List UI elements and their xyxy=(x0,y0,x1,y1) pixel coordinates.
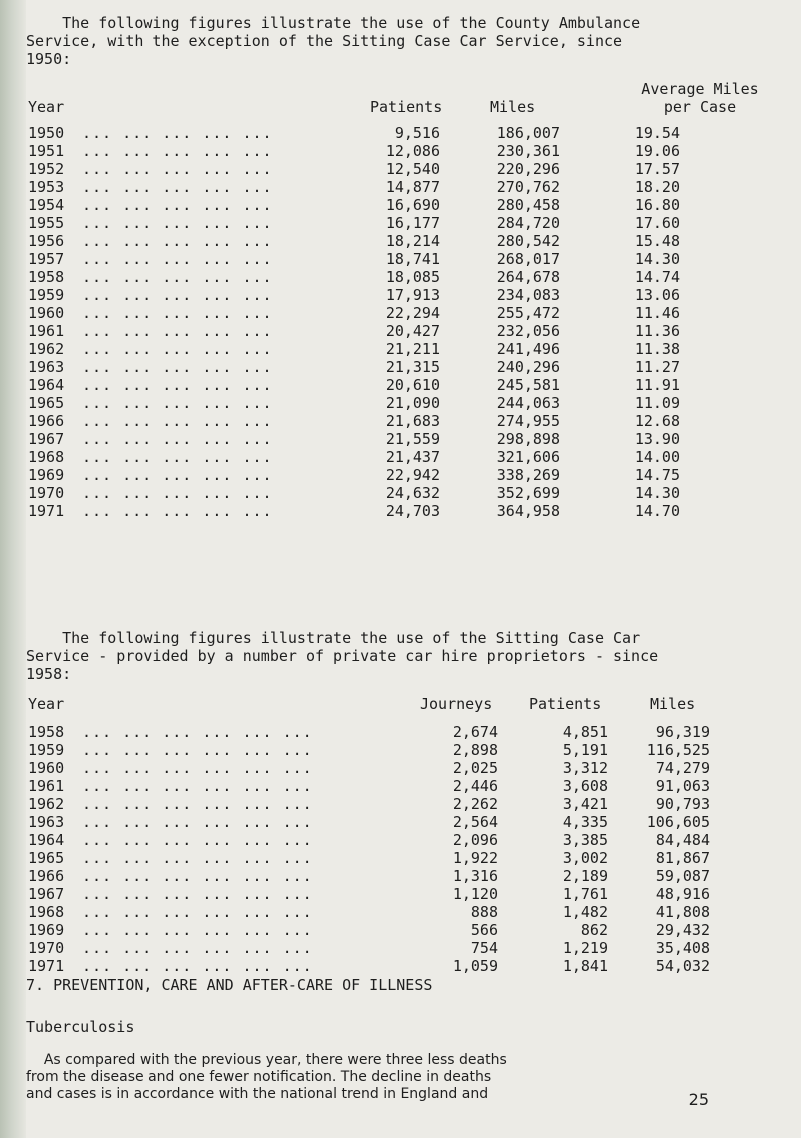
leader-dots: ... ... ... ... ... xyxy=(82,430,273,448)
header2-patients: Patients xyxy=(529,695,602,713)
journeys-cell: 2,898 xyxy=(452,741,498,759)
miles-cell: 244,063 xyxy=(496,394,560,412)
leader-dots: ... ... ... ... ... ... xyxy=(82,777,313,795)
year-cell: 1968 xyxy=(28,448,65,466)
header-average-line2: per Case xyxy=(663,98,737,116)
table-row xyxy=(0,759,801,777)
miles-cell: 74,279 xyxy=(655,759,710,777)
miles-cell: 41,808 xyxy=(655,903,710,921)
table-row xyxy=(0,777,801,795)
table-row xyxy=(0,502,801,520)
patients-cell: 1,761 xyxy=(562,885,608,903)
leader-dots: ... ... ... ... ... xyxy=(82,250,273,268)
leader-dots: ... ... ... ... ... xyxy=(82,304,273,322)
miles-cell: 84,484 xyxy=(655,831,710,849)
miles-cell: 90,793 xyxy=(655,795,710,813)
miles-cell: 241,496 xyxy=(496,340,560,358)
patients-cell: 4,851 xyxy=(562,723,608,741)
patients-cell: 21,090 xyxy=(385,394,440,412)
miles-cell: 245,581 xyxy=(496,376,560,394)
table-row xyxy=(0,831,801,849)
year-cell: 1954 xyxy=(28,196,65,214)
leader-dots: ... ... ... ... ... xyxy=(82,124,273,142)
year-cell: 1964 xyxy=(28,831,65,849)
avg-cell: 14.74 xyxy=(634,268,680,286)
year-cell: 1962 xyxy=(28,340,65,358)
journeys-cell: 2,446 xyxy=(452,777,498,795)
miles-cell: 268,017 xyxy=(496,250,560,268)
patients-cell: 5,191 xyxy=(562,741,608,759)
year-cell: 1959 xyxy=(28,286,65,304)
table-row xyxy=(0,358,801,376)
table-row xyxy=(0,849,801,867)
patients-cell: 22,942 xyxy=(385,466,440,484)
journeys-cell: 2,025 xyxy=(452,759,498,777)
leader-dots: ... ... ... ... ... xyxy=(82,196,273,214)
table-row xyxy=(0,484,801,502)
leader-dots: ... ... ... ... ... xyxy=(82,502,273,520)
avg-cell: 14.00 xyxy=(634,448,680,466)
leader-dots: ... ... ... ... ... xyxy=(82,340,273,358)
patients-cell: 21,315 xyxy=(385,358,440,376)
journeys-cell: 2,674 xyxy=(452,723,498,741)
table-row xyxy=(0,412,801,430)
table-row xyxy=(0,957,801,975)
leader-dots: ... ... ... ... ... xyxy=(82,214,273,232)
avg-cell: 15.48 xyxy=(634,232,680,250)
year-cell: 1964 xyxy=(28,376,65,394)
patients-cell: 21,211 xyxy=(385,340,440,358)
miles-cell: 274,955 xyxy=(496,412,560,430)
year-cell: 1960 xyxy=(28,304,65,322)
header2-miles: Miles xyxy=(650,695,696,713)
leader-dots: ... ... ... ... ... xyxy=(82,178,273,196)
avg-cell: 14.30 xyxy=(634,250,680,268)
year-cell: 1967 xyxy=(28,430,65,448)
patients-cell: 21,437 xyxy=(385,448,440,466)
year-cell: 1967 xyxy=(28,885,65,903)
journeys-cell: 1,059 xyxy=(452,957,498,975)
miles-cell: 81,867 xyxy=(655,849,710,867)
avg-cell: 19.54 xyxy=(634,124,680,142)
year-cell: 1963 xyxy=(28,358,65,376)
table-row xyxy=(0,196,801,214)
table-row xyxy=(0,466,801,484)
table-row xyxy=(0,250,801,268)
miles-cell: 270,762 xyxy=(496,178,560,196)
year-cell: 1960 xyxy=(28,759,65,777)
page-number: 25 xyxy=(688,1090,709,1109)
table-row xyxy=(0,376,801,394)
leader-dots: ... ... ... ... ... ... xyxy=(82,795,313,813)
year-cell: 1958 xyxy=(28,723,65,741)
patients-cell: 14,877 xyxy=(385,178,440,196)
journeys-cell: 566 xyxy=(470,921,498,939)
journeys-cell: 2,096 xyxy=(452,831,498,849)
table-row xyxy=(0,723,801,741)
miles-cell: 264,678 xyxy=(496,268,560,286)
avg-cell: 11.46 xyxy=(634,304,680,322)
avg-cell: 11.38 xyxy=(634,340,680,358)
leader-dots: ... ... ... ... ... ... xyxy=(82,831,313,849)
leader-dots: ... ... ... ... ... ... xyxy=(82,939,313,957)
table-row xyxy=(0,232,801,250)
patients-cell: 1,219 xyxy=(562,939,608,957)
year-cell: 1965 xyxy=(28,394,65,412)
miles-cell: 298,898 xyxy=(496,430,560,448)
avg-cell: 17.60 xyxy=(634,214,680,232)
miles-cell: 220,296 xyxy=(496,160,560,178)
patients-cell: 20,427 xyxy=(385,322,440,340)
table-row xyxy=(0,448,801,466)
miles-cell: 48,916 xyxy=(655,885,710,903)
miles-cell: 116,525 xyxy=(646,741,710,759)
table-row xyxy=(0,214,801,232)
avg-cell: 11.36 xyxy=(634,322,680,340)
table-row xyxy=(0,939,801,957)
miles-cell: 54,032 xyxy=(655,957,710,975)
avg-cell: 11.27 xyxy=(634,358,680,376)
closing-paragraph: As compared with the previous year, there were three less deaths from the disease and one fewer notification. The decline in deaths and cases is in accordance with the national trend in England and xyxy=(26,1052,507,1102)
year-cell: 1951 xyxy=(28,142,65,160)
table-row xyxy=(0,268,801,286)
year-cell: 1968 xyxy=(28,903,65,921)
table-row xyxy=(0,178,801,196)
subheading-tuberculosis: Tuberculosis xyxy=(26,1018,135,1036)
journeys-cell: 2,262 xyxy=(452,795,498,813)
patients-cell: 22,294 xyxy=(385,304,440,322)
journeys-cell: 754 xyxy=(470,939,498,957)
table-row xyxy=(0,286,801,304)
avg-cell: 12.68 xyxy=(634,412,680,430)
journeys-cell: 888 xyxy=(470,903,498,921)
journeys-cell: 1,922 xyxy=(452,849,498,867)
leader-dots: ... ... ... ... ... xyxy=(82,232,273,250)
avg-cell: 11.09 xyxy=(634,394,680,412)
intro-paragraph-sitting-case: The following figures illustrate the use of the Sitting Case Car Service - provided by a number of private car hire proprietors - since 1958: xyxy=(26,629,659,683)
leader-dots: ... ... ... ... ... ... xyxy=(82,741,313,759)
patients-cell: 3,608 xyxy=(562,777,608,795)
year-cell: 1965 xyxy=(28,849,65,867)
year-cell: 1970 xyxy=(28,484,65,502)
year-cell: 1952 xyxy=(28,160,65,178)
patients-cell: 1,841 xyxy=(562,957,608,975)
miles-cell: 240,296 xyxy=(496,358,560,376)
miles-cell: 280,542 xyxy=(496,232,560,250)
leader-dots: ... ... ... ... ... ... xyxy=(82,885,313,903)
patients-cell: 18,085 xyxy=(385,268,440,286)
table-row xyxy=(0,322,801,340)
year-cell: 1966 xyxy=(28,412,65,430)
miles-cell: 186,007 xyxy=(496,124,560,142)
avg-cell: 17.57 xyxy=(634,160,680,178)
patients-cell: 4,335 xyxy=(562,813,608,831)
leader-dots: ... ... ... ... ... xyxy=(82,484,273,502)
patients-cell: 24,632 xyxy=(385,484,440,502)
table-row xyxy=(0,430,801,448)
patients-cell: 16,690 xyxy=(385,196,440,214)
year-cell: 1957 xyxy=(28,250,65,268)
miles-cell: 284,720 xyxy=(496,214,560,232)
patients-cell: 24,703 xyxy=(385,502,440,520)
table-row xyxy=(0,921,801,939)
year-cell: 1970 xyxy=(28,939,65,957)
leader-dots: ... ... ... ... ... xyxy=(82,358,273,376)
table-row xyxy=(0,795,801,813)
table-row xyxy=(0,885,801,903)
miles-cell: 96,319 xyxy=(655,723,710,741)
avg-cell: 14.30 xyxy=(634,484,680,502)
year-cell: 1958 xyxy=(28,268,65,286)
journeys-cell: 2,564 xyxy=(452,813,498,831)
table-row xyxy=(0,867,801,885)
leader-dots: ... ... ... ... ... xyxy=(82,448,273,466)
journeys-cell: 1,120 xyxy=(452,885,498,903)
patients-cell: 2,189 xyxy=(562,867,608,885)
avg-cell: 13.90 xyxy=(634,430,680,448)
miles-cell: 106,605 xyxy=(646,813,710,831)
avg-cell: 14.70 xyxy=(634,502,680,520)
patients-cell: 21,683 xyxy=(385,412,440,430)
year-cell: 1963 xyxy=(28,813,65,831)
patients-cell: 20,610 xyxy=(385,376,440,394)
table-row xyxy=(0,741,801,759)
leader-dots: ... ... ... ... ... ... xyxy=(82,921,313,939)
year-cell: 1969 xyxy=(28,921,65,939)
miles-cell: 59,087 xyxy=(655,867,710,885)
year-cell: 1971 xyxy=(28,502,65,520)
header-patients: Patients xyxy=(370,98,443,116)
miles-cell: 338,269 xyxy=(496,466,560,484)
leader-dots: ... ... ... ... ... xyxy=(82,376,273,394)
miles-cell: 280,458 xyxy=(496,196,560,214)
avg-cell: 13.06 xyxy=(634,286,680,304)
leader-dots: ... ... ... ... ... ... xyxy=(82,723,313,741)
leader-dots: ... ... ... ... ... ... xyxy=(82,867,313,885)
patients-cell: 21,559 xyxy=(385,430,440,448)
header-average-line1: Average Miles xyxy=(641,80,759,98)
patients-cell: 9,516 xyxy=(394,124,440,142)
patients-cell: 17,913 xyxy=(385,286,440,304)
leader-dots: ... ... ... ... ... ... xyxy=(82,813,313,831)
leader-dots: ... ... ... ... ... xyxy=(82,412,273,430)
header-year: Year xyxy=(28,98,65,116)
year-cell: 1950 xyxy=(28,124,65,142)
patients-cell: 12,540 xyxy=(385,160,440,178)
leader-dots: ... ... ... ... ... ... xyxy=(82,903,313,921)
avg-cell: 19.06 xyxy=(634,142,680,160)
leader-dots: ... ... ... ... ... xyxy=(82,268,273,286)
year-cell: 1966 xyxy=(28,867,65,885)
table-row xyxy=(0,124,801,142)
patients-cell: 12,086 xyxy=(385,142,440,160)
header2-journeys: Journeys xyxy=(420,695,493,713)
table-row xyxy=(0,903,801,921)
miles-cell: 232,056 xyxy=(496,322,560,340)
miles-cell: 255,472 xyxy=(496,304,560,322)
intro-paragraph-ambulance: The following figures illustrate the use of the County Ambulance Service, with the exception of the Sitting Case Car Service, since 1950: xyxy=(26,14,641,68)
leader-dots: ... ... ... ... ... xyxy=(82,142,273,160)
leader-dots: ... ... ... ... ... ... xyxy=(82,759,313,777)
avg-cell: 18.20 xyxy=(634,178,680,196)
patients-cell: 3,421 xyxy=(562,795,608,813)
table-row xyxy=(0,304,801,322)
year-cell: 1956 xyxy=(28,232,65,250)
header2-year: Year xyxy=(28,695,65,713)
miles-cell: 352,699 xyxy=(496,484,560,502)
avg-cell: 16.80 xyxy=(634,196,680,214)
miles-cell: 35,408 xyxy=(655,939,710,957)
year-cell: 1961 xyxy=(28,777,65,795)
year-cell: 1959 xyxy=(28,741,65,759)
miles-cell: 234,083 xyxy=(496,286,560,304)
miles-cell: 230,361 xyxy=(496,142,560,160)
leader-dots: ... ... ... ... ... xyxy=(82,160,273,178)
patients-cell: 862 xyxy=(580,921,608,939)
patients-cell: 18,214 xyxy=(385,232,440,250)
table-row xyxy=(0,142,801,160)
year-cell: 1961 xyxy=(28,322,65,340)
table-row xyxy=(0,394,801,412)
miles-cell: 321,606 xyxy=(496,448,560,466)
table-row xyxy=(0,813,801,831)
section-heading: 7. PREVENTION, CARE AND AFTER-CARE OF ILLNESS xyxy=(26,976,433,994)
patients-cell: 3,312 xyxy=(562,759,608,777)
year-cell: 1953 xyxy=(28,178,65,196)
table-row xyxy=(0,340,801,358)
patients-cell: 3,385 xyxy=(562,831,608,849)
leader-dots: ... ... ... ... ... xyxy=(82,466,273,484)
header-miles: Miles xyxy=(490,98,536,116)
year-cell: 1962 xyxy=(28,795,65,813)
year-cell: 1969 xyxy=(28,466,65,484)
leader-dots: ... ... ... ... ... ... xyxy=(82,849,313,867)
avg-cell: 11.91 xyxy=(634,376,680,394)
year-cell: 1955 xyxy=(28,214,65,232)
leader-dots: ... ... ... ... ... xyxy=(82,286,273,304)
leader-dots: ... ... ... ... ... xyxy=(82,322,273,340)
miles-cell: 364,958 xyxy=(496,502,560,520)
leader-dots: ... ... ... ... ... xyxy=(82,394,273,412)
patients-cell: 3,002 xyxy=(562,849,608,867)
miles-cell: 29,432 xyxy=(655,921,710,939)
miles-cell: 91,063 xyxy=(655,777,710,795)
patients-cell: 18,741 xyxy=(385,250,440,268)
table-row xyxy=(0,160,801,178)
avg-cell: 14.75 xyxy=(634,466,680,484)
patients-cell: 1,482 xyxy=(562,903,608,921)
year-cell: 1971 xyxy=(28,957,65,975)
patients-cell: 16,177 xyxy=(385,214,440,232)
leader-dots: ... ... ... ... ... ... xyxy=(82,957,313,975)
journeys-cell: 1,316 xyxy=(452,867,498,885)
